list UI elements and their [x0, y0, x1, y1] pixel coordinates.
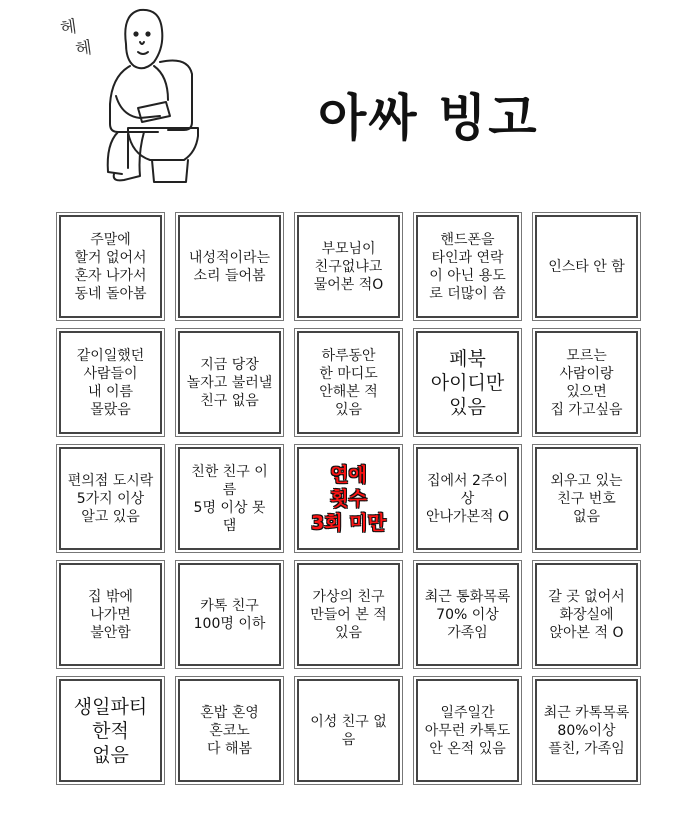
hehe-char-1: 헤 — [59, 16, 79, 39]
bingo-cell: 이성 친구 없음 — [297, 679, 400, 782]
hehe-char-2: 헤 — [74, 38, 94, 61]
bingo-cell: 친한 친구 이름 5명 이상 못 댐 — [178, 447, 281, 550]
bingo-cell: 일주일간 아무런 카톡도 안 온적 있음 — [416, 679, 519, 782]
bingo-cell: 핸드폰을 타인과 연락 이 아닌 용도 로 더많이 씀 — [416, 215, 519, 318]
bingo-cell: 내성적이라는 소리 들어봄 — [178, 215, 281, 318]
bingo-cell: 집에서 2주이상 안나가본적 O — [416, 447, 519, 550]
bingo-cell: 편의점 도시락 5가지 이상 알고 있음 — [59, 447, 162, 550]
bingo-cell: 같이일했던 사람들이 내 이름 몰랐음 — [59, 331, 162, 434]
bingo-cell: 모르는 사람이랑 있으면 집 가고싶음 — [535, 331, 638, 434]
bingo-cell: 주말에 할거 없어서 혼자 나가서 동네 돌아봄 — [59, 215, 162, 318]
bingo-cell: 최근 카톡목록 80%이상 플친, 가족임 — [535, 679, 638, 782]
bingo-cell: 부모님이 친구없냐고 물어본 적O — [297, 215, 400, 318]
bingo-cell: 가상의 친구 만들어 본 적 있음 — [297, 563, 400, 666]
bingo-cell: 지금 당장 놀자고 불러낼 친구 없음 — [178, 331, 281, 434]
bingo-cell: 하루동안 한 마디도 안해본 적 있음 — [297, 331, 400, 434]
bingo-cell: 최근 통화목록 70% 이상 가족임 — [416, 563, 519, 666]
page-title: 아싸 빙고 — [318, 89, 539, 147]
bingo-center-cell: 연애 횟수 3회 미만 — [297, 447, 400, 550]
bingo-cell: 카톡 친구 100명 이하 — [178, 563, 281, 666]
bingo-board — [56, 210, 654, 806]
header — [0, 0, 700, 210]
bingo-cell: 갈 곳 없어서 화장실에 앉아본 적 O — [535, 563, 638, 666]
bingo-cell: 외우고 있는 친구 번호 없음 — [535, 447, 638, 550]
bingo-cell: 생일파티 한적 없음 — [59, 679, 162, 782]
bingo-cell: 혼밥 혼영 혼코노 다 해봄 — [178, 679, 281, 782]
bingo-cell: 인스타 안 함 — [535, 215, 638, 318]
bingo-cell: 집 밖에 나가면 불안함 — [59, 563, 162, 666]
toilet-man-illustration — [88, 4, 208, 194]
bingo-cell: 페북 아이디만 있음 — [416, 331, 519, 434]
